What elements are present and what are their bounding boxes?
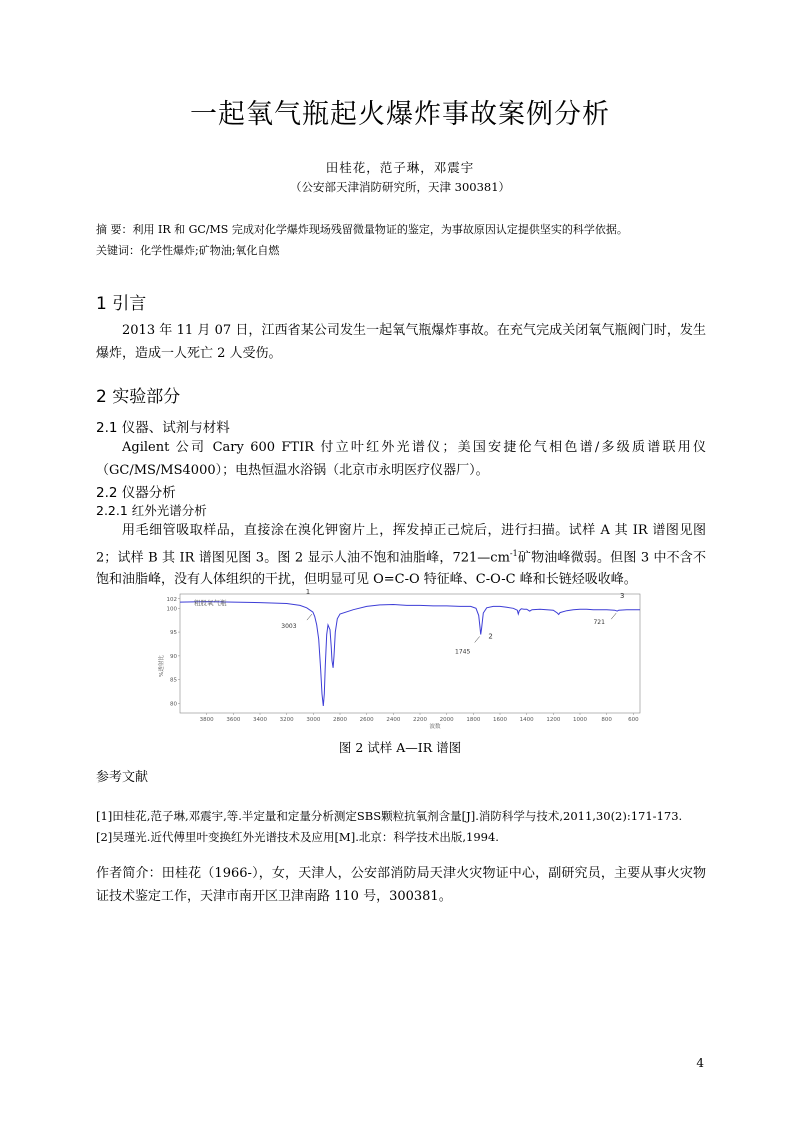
peak-arrow	[475, 636, 480, 642]
keywords	[96, 242, 279, 258]
x-tick-label: 1000	[573, 717, 587, 723]
intro-paragraph: 2013 年 11 月 07 日，江西省某公司发生一起氧气瓶爆炸事故。在充气完成关闭氧气瓶阀门时，发生爆炸，造成一人死亡 2 人受伤。	[96, 323, 706, 361]
keywords-label: 关键词：	[96, 244, 140, 257]
figure-caption: 图 2 试样 A—IR 谱图	[338, 740, 462, 755]
subsection-heading-analysis: 2.2 仪器分析	[96, 485, 176, 501]
abstract-label: 摘 要：	[96, 223, 133, 236]
ir-paragraph-part-b: 矿物油峰微弱。但图 3 中不含不饱和油脂峰，没有人体组织的干扰，但明显可见 O=C-O 特征峰、C-O-C 峰和长链烃吸收峰。	[96, 549, 706, 588]
spectrum-line	[180, 602, 640, 706]
section-heading-experiment: 2 实验部分	[96, 387, 181, 407]
x-tick-label: 2000	[439, 717, 454, 723]
instruments-paragraph: Agilent 公司 Cary 600 FTIR 付立叶红外光谱仪；美国安捷伦气相色谱/多级质谱联用仪（GC/MS/MS4000）；电热恒温水浴锅（北京市永明医疗仪器厂）。	[96, 440, 706, 478]
x-tick-label: 1600	[493, 717, 507, 723]
peak-value-3003: 3003	[281, 623, 297, 631]
authors: 田桂花，范子琳，邓震宇	[325, 160, 475, 175]
ir-paragraph	[96, 520, 706, 592]
page-number: 4	[696, 1056, 704, 1070]
x-axis-label: 波数	[429, 724, 441, 730]
abstract	[96, 221, 628, 237]
affiliation: （公安部天津消防研究所，天津 300381）	[289, 180, 511, 194]
y-tick-label: 90	[170, 653, 177, 660]
subsection-heading-instruments: 2.1 仪器、试剂与材料	[96, 420, 230, 436]
x-tick-label: 1400	[519, 717, 534, 723]
x-tick-label: 2400	[386, 717, 401, 723]
x-tick-label: 1200	[546, 717, 561, 723]
peak-value-721: 721	[593, 619, 605, 627]
y-tick-label: 102	[166, 596, 177, 603]
ir-spectrum-figure	[150, 588, 650, 733]
reference-2: [2]吴瑾光.近代傅里叶变换红外光谱技术及应用[M].北京：科学技术出版,1994.	[96, 830, 499, 844]
peak-label-1: 1	[305, 588, 311, 597]
x-tick-label: 800	[601, 717, 612, 723]
peak-arrow	[307, 614, 312, 620]
peak-label-3: 3	[619, 592, 625, 601]
reference-1: [1]田桂花,范子琳,邓震宇,等.半定量和定量分析测定SBS颗粒抗氧剂含量[J].消防科学与技术,2011,30(2):171-173.	[96, 809, 683, 823]
peak-label-2: 2	[488, 632, 493, 641]
y-tick-label: 100	[166, 606, 177, 613]
chart-legend: 粗股氧气瓶	[194, 599, 227, 607]
author-bio: 作者简介：田桂花（1966-），女，天津人，公安部消防局天津火灾物证中心，副研究员，主要从事火灾物证技术鉴定工作，天津市南开区卫津南路 110 号，300381。	[96, 866, 706, 904]
x-tick-label: 3600	[226, 717, 241, 723]
keywords-text: 化学性爆炸;矿物油;氧化自燃	[140, 244, 280, 257]
x-tick-label: 2800	[333, 717, 347, 723]
y-tick-label: 95	[170, 630, 177, 637]
peak-value-1745: 1745	[455, 648, 471, 656]
section-heading-intro: 1 引言	[96, 294, 147, 314]
y-tick-label: 80	[170, 701, 177, 708]
subsubsection-heading-ir: 2.2.1 红外光谱分析	[96, 503, 207, 518]
x-tick-label: 3000	[306, 717, 321, 723]
y-axis-label: %透射比	[159, 655, 165, 677]
plot-frame	[180, 594, 640, 713]
x-tick-label: 3200	[279, 717, 294, 723]
chart-axes	[180, 594, 640, 713]
x-tick-label: 2600	[359, 717, 374, 723]
abstract-text: 利用 IR 和 GC/MS 完成对化学爆炸现场残留微量物证的鉴定，为事故原因认定提供坚实的科学依据。	[132, 223, 628, 236]
chart-annotations	[281, 588, 624, 655]
x-tick-label: 600	[628, 717, 639, 723]
x-tick-label: 3800	[199, 717, 214, 723]
chart-ticks	[167, 597, 640, 723]
paper-title: 一起氧气瓶起火爆炸事故案例分析	[190, 99, 610, 130]
x-tick-label: 2200	[413, 717, 427, 723]
y-tick-label: 85	[170, 677, 177, 684]
x-tick-label: 1800	[466, 717, 481, 723]
x-tick-label: 3400	[253, 717, 267, 723]
peak-arrow	[611, 613, 616, 619]
ir-paragraph-part-a: 用毛细管吸取样品，直接涂在溴化钾窗片上，挥发掉正己烷后，进行扫描。试样 A 其 IR 谱图见图 2；试样 B 其 IR 谱图见图 3。图 2 显示人油不饱和油脂峰，721—cm	[96, 523, 706, 565]
references-heading: 参考文献	[96, 770, 149, 785]
ir-paragraph-superscript: -1	[509, 548, 518, 558]
